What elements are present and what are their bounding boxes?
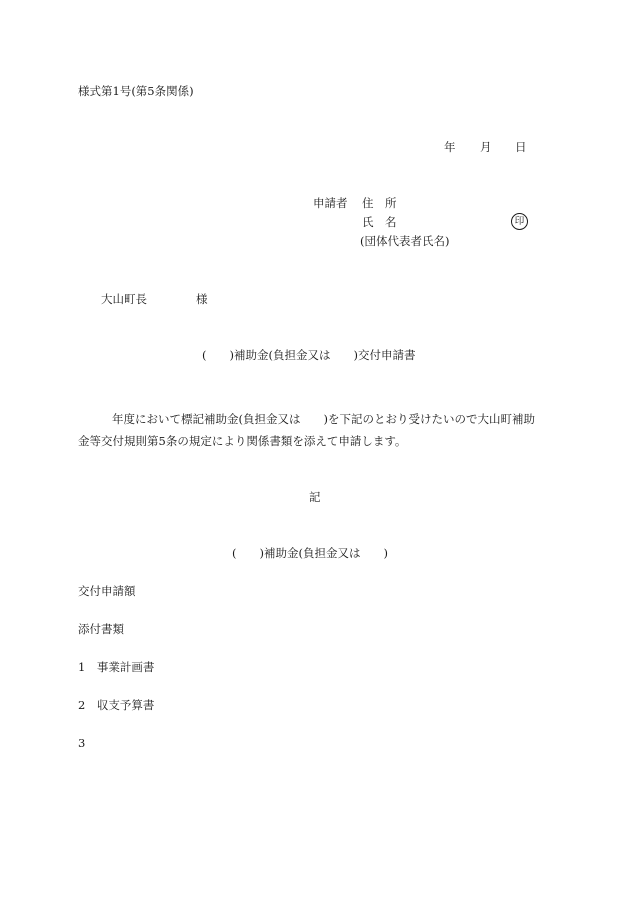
subsidy-heading: ( )補助金(負担金又は ) bbox=[232, 546, 388, 560]
body-line-1: 年度において標記補助金(負担金又は )を下記のとおり受けたいので大山町補助 bbox=[112, 412, 535, 426]
seal-mark: 印 bbox=[511, 213, 528, 230]
application-amount-label: 交付申請額 bbox=[78, 584, 136, 598]
addressee-honorific: 様 bbox=[196, 292, 208, 306]
date-day: 日 bbox=[515, 140, 527, 154]
body-line-2: 金等交付規則第5条の規定により関係書類を添えて申請します。 bbox=[78, 434, 407, 448]
attachment-item: 2 収支予算書 bbox=[78, 698, 155, 712]
name-label: 氏 名 bbox=[362, 215, 397, 229]
document-title: ( )補助金(負担金又は )交付申請書 bbox=[202, 348, 416, 362]
ki-heading: 記 bbox=[309, 490, 321, 504]
representative-note: (団体代表者氏名) bbox=[360, 234, 450, 248]
attachment-item: 1 事業計画書 bbox=[78, 660, 155, 674]
addressee-name: 大山町長 bbox=[101, 292, 147, 306]
date-month: 月 bbox=[480, 140, 492, 154]
body-paragraph bbox=[78, 408, 558, 452]
attachment-item: 3 bbox=[78, 736, 86, 750]
attachments-label: 添付書類 bbox=[78, 622, 124, 636]
date-year: 年 bbox=[444, 140, 456, 154]
address-label: 住 所 bbox=[362, 196, 397, 210]
applicant-label: 申請者 bbox=[313, 196, 348, 210]
form-number: 様式第1号(第5条関係) bbox=[78, 84, 194, 98]
